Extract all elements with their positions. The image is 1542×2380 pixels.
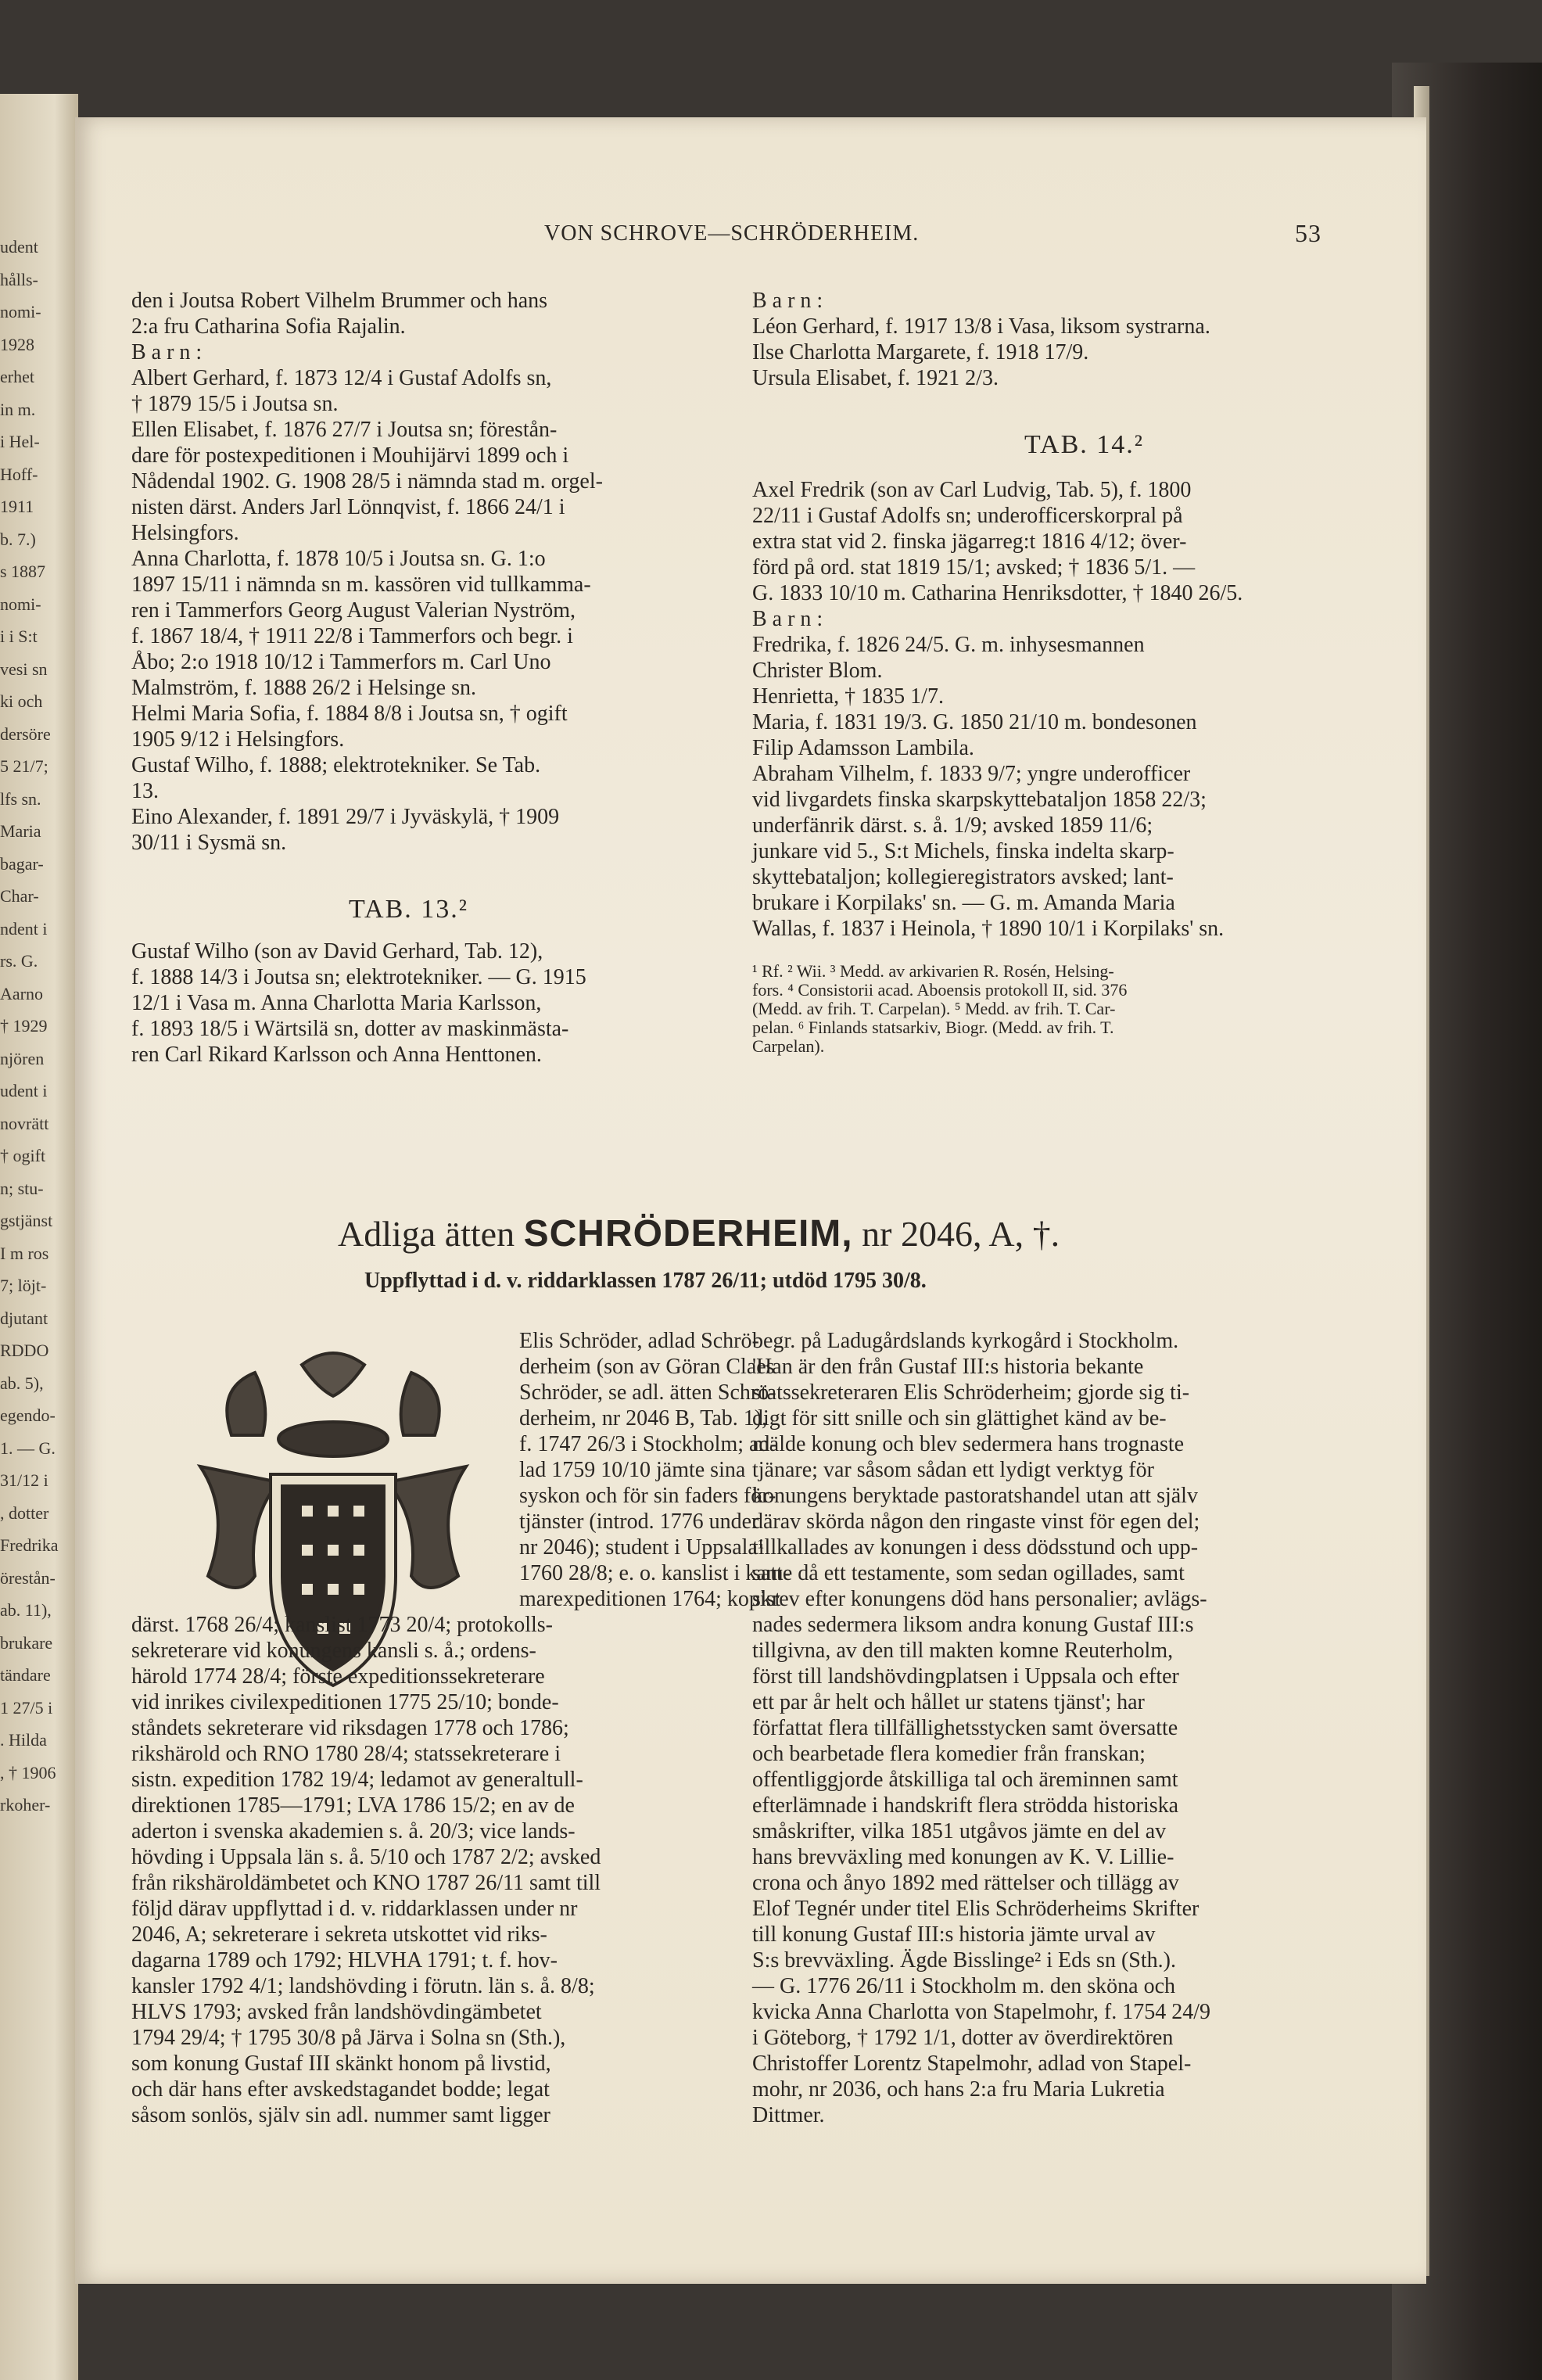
facing-page-fragment: 7; löjt-: [0, 1276, 47, 1295]
text-line: Schröder, se adl. ätten Schrö-: [519, 1380, 776, 1405]
text-line: junkare vid 5., S:t Michels, finska indelta skarp-: [752, 839, 1174, 863]
text-line: ståndets sekreterare vid riksdagen 1778 och 1786;: [131, 1716, 569, 1740]
facing-page-fragment: udent i: [0, 1081, 48, 1100]
text-line: begr. på Ladugårdslands kyrkogård i Stockholm.: [752, 1329, 1179, 1353]
facing-page-fragment: ab. 5),: [0, 1373, 44, 1393]
text-line: underfänrik därst. s. å. 1/9; avsked 1859 11/6;: [752, 813, 1153, 838]
text-line: Christoffer Lorentz Stapelmohr, adlad von Stapel-: [752, 2052, 1192, 2076]
text-line: Wallas, f. 1837 i Heinola, † 1890 10/1 i Korpilaks' sn.: [752, 917, 1225, 941]
text-line: 2046, A; sekreterare i sekreta utskottet vid riks-: [131, 1922, 547, 1947]
text-line: sekreterare vid konungens kansli s. å.; ordens-: [131, 1639, 536, 1663]
text-line: B a r n :: [752, 289, 823, 313]
text-line: Axel Fredrik (son av Carl Ludvig, Tab. 5), f. 1800: [752, 478, 1192, 502]
facing-page-fragment: † 1929: [0, 1016, 48, 1036]
text-line: Åbo; 2:o 1918 10/12 i Tammerfors m. Carl Uno: [131, 650, 551, 674]
text-line: tillgivna, av den till makten komne Reuterholm,: [752, 1639, 1174, 1663]
facing-page-fragment: rkoher-: [0, 1795, 51, 1815]
text-line: vid inrikes civilexpeditionen 1775 25/10; bonde-: [131, 1690, 559, 1714]
facing-page-fragment: djutant: [0, 1308, 48, 1328]
text-line: hans brevväxling med konungen av K. V. Lillie-: [752, 1845, 1174, 1869]
text-line: följd därav uppflyttad i d. v. riddarklassen under nr: [131, 1897, 578, 1921]
text-line: och bearbetade flera komedier från franskan;: [752, 1742, 1146, 1766]
family-title: [338, 1212, 1060, 1255]
footnote-line: ¹ Rf. ² Wii. ³ Medd. av arkivarien R. Rosén, Helsing-: [752, 961, 1114, 981]
text-line: B a r n :: [131, 340, 203, 364]
text-line: direktionen 1785—1791; LVA 1786 15/2; en av de: [131, 1793, 575, 1818]
facing-page-fragment: tändare: [0, 1665, 51, 1685]
text-line: † 1879 15/5 i Joutsa sn.: [131, 392, 339, 416]
text-line: nades sedermera liksom andra konung Gustaf III:s: [752, 1613, 1194, 1637]
facing-page-fragment: 31/12 i: [0, 1470, 48, 1490]
facing-page-fragment: in m.: [0, 399, 36, 419]
facing-page-fragment: Maria: [0, 821, 41, 841]
text-line: f. 1893 18/5 i Wärtsilä sn, dotter av maskinmästa-: [131, 1017, 569, 1041]
text-line: Helmi Maria Sofia, f. 1884 8/8 i Joutsa sn, † ogift: [131, 702, 568, 726]
text-line: konungens beryktade pastoratshandel utan att själv: [752, 1484, 1198, 1508]
text-line: ett par år helt och hållet ur statens tjänst'; har: [752, 1690, 1145, 1714]
text-line: härold 1774 28/4; förste expeditionssekreterare: [131, 1664, 545, 1689]
text-line: 12/1 i Vasa m. Anna Charlotta Maria Karlsson,: [131, 991, 542, 1015]
text-line: mälde konung och blev sedermera hans trognaste: [752, 1432, 1185, 1456]
text-line: B a r n :: [752, 607, 823, 631]
page-number: 53: [1295, 219, 1321, 247]
facing-page-fragment: s 1887: [0, 562, 46, 581]
text-line: Henrietta, † 1835 1/7.: [752, 684, 944, 709]
facing-page-fragment: ki och: [0, 691, 43, 711]
text-line: f. 1888 14/3 i Joutsa sn; elektrotekniker. — G. 1915: [131, 965, 586, 989]
family-subtitle: Uppflyttad i d. v. riddarklassen 1787 26/11; utdöd 1795 30/8.: [364, 1269, 927, 1293]
facing-page-fragment: hålls-: [0, 269, 38, 289]
facing-page-fragment: vesi sn: [0, 659, 48, 679]
footnotes: [752, 962, 1400, 1056]
text-line: Malmström, f. 1888 26/2 i Helsinge sn.: [131, 676, 476, 700]
text-line: Helsingfors.: [131, 521, 239, 545]
text-line: 1897 15/11 i nämnda sn m. kassören vid tullkamma-: [131, 573, 591, 597]
text-line: Léon Gerhard, f. 1917 13/8 i Vasa, liksom systrarna.: [752, 314, 1210, 339]
facing-page-fragment: . Hilda: [0, 1730, 47, 1750]
text-line: därav skörda någon den ringaste vinst för egen del;: [752, 1509, 1200, 1534]
text-line: Ilse Charlotta Margarete, f. 1918 17/9.: [752, 340, 1089, 364]
facing-page-fragment: n; stu-: [0, 1178, 44, 1198]
text-line: och där hans efter avskedstagandet bodde; legat: [131, 2077, 550, 2102]
text-line: tjänare; var såsom sådan ett lydigt verktyg för: [752, 1458, 1154, 1482]
footnote-line: pelan. ⁶ Finlands statsarkiv, Biogr. (Medd. av frih. T.: [752, 1018, 1114, 1037]
book-page: [75, 117, 1426, 2284]
footnote-line: Carpelan).: [752, 1036, 825, 1056]
text-line: S:s brevväxling. Ägde Bisslinge² i Eds sn (Sth.).: [752, 1948, 1176, 1973]
facing-page-fragment: Fredrika: [0, 1535, 59, 1555]
family-title-name: SCHRÖDERHEIM,: [523, 1213, 853, 1255]
facing-page-fragment: RDDO: [0, 1341, 49, 1360]
tab13-text: [131, 939, 707, 1068]
facing-page-fragment: 5 21/7;: [0, 756, 48, 776]
text-line: dagarna 1789 och 1792; HLVHA 1791; t. f. hov-: [131, 1948, 558, 1973]
text-line: 1905 9/12 i Helsingfors.: [131, 727, 345, 752]
facing-page-edge: [0, 94, 78, 2380]
elis-intro-wide: [131, 1612, 707, 2128]
text-line: Dittmer.: [752, 2103, 825, 2127]
text-line: Gustaf Wilho (son av David Gerhard, Tab. 12),: [131, 939, 543, 964]
facing-page-fragment: † ogift: [0, 1146, 46, 1165]
facing-page-fragment: 1 27/5 i: [0, 1697, 53, 1718]
text-line: mohr, nr 2036, och hans 2:a fru Maria Lukretia: [752, 2077, 1165, 2102]
facing-page-fragment: , † 1906: [0, 1762, 56, 1782]
text-line: författat flera tillfällighetsstycken samt översatte: [752, 1716, 1178, 1740]
text-line: sistn. expedition 1782 19/4; ledamot av generaltull-: [131, 1768, 583, 1792]
family-title-prefix: Adliga ätten: [338, 1214, 515, 1254]
family-title-suffix: nr 2046, A, †.: [862, 1214, 1060, 1254]
text-line: lad 1759 10/10 jämte sina: [519, 1458, 746, 1482]
text-line: aderton i svenska akademien s. å. 20/3; vice lands-: [131, 1819, 576, 1843]
text-line: digt för sitt snille och sin glättighet känd av be-: [752, 1406, 1167, 1431]
text-line: vid livgardets finska skarpskyttebataljon 1858 22/3;: [752, 788, 1207, 812]
facing-page-fragment: , dotter: [0, 1502, 49, 1523]
text-line: tillkallades av konungen i dess dödsstund och upp-: [752, 1535, 1199, 1560]
text-line: HLVS 1793; avsked från landshövdingämbetet: [131, 2000, 542, 2024]
text-line: förd på ord. stat 1819 15/1; avsked; † 1836 5/1. —: [752, 555, 1196, 580]
facing-page-fragment: ndent i: [0, 918, 48, 939]
text-line: 30/11 i Sysmä sn.: [131, 831, 287, 855]
facing-page-fragment: 1911: [0, 497, 34, 516]
text-line: derheim (son av Göran Claes: [519, 1355, 775, 1379]
text-line: 1794 29/4; † 1795 30/8 på Järva i Solna sn (Sth.),: [131, 2026, 566, 2050]
text-line: 2:a fru Catharina Sofia Rajalin.: [131, 314, 406, 339]
tab13-heading: TAB. 13.²: [349, 895, 468, 924]
facing-page-fragment: 1. — G.: [0, 1438, 56, 1458]
text-line: 1760 28/8; e. o. kanslist i kam-: [519, 1561, 791, 1585]
text-line: Eino Alexander, f. 1891 29/7 i Jyväskylä, † 1909: [131, 805, 560, 829]
facing-page-fragment: ab. 11),: [0, 1600, 52, 1620]
facing-page-fragment: egendo-: [0, 1405, 56, 1425]
column-right-bottom: [752, 1328, 1400, 2128]
text-line: ren Carl Rikard Karlsson och Anna Henttonen.: [131, 1043, 542, 1067]
facing-page-fragment: I m ros: [0, 1243, 49, 1263]
text-line: G. 1833 10/10 m. Catharina Henriksdotter, † 1840 26/5.: [752, 581, 1243, 605]
facing-page-fragment: erhet: [0, 367, 34, 386]
footnote-line: fors. ⁴ Consistorii acad. Aboensis protokoll II, sid. 376: [752, 980, 1128, 1000]
text-line: nisten därst. Anders Jarl Lönnqvist, f. 1866 24/1 i: [131, 495, 565, 519]
facing-page-fragment: i i S:t: [0, 626, 38, 646]
text-line: Filip Adamsson Lambila.: [752, 736, 974, 760]
text-line: offentliggjorde åtskilliga tal och äreminnen samt: [752, 1768, 1178, 1792]
text-line: Abraham Vilhelm, f. 1833 9/7; yngre underofficer: [752, 762, 1191, 786]
text-line: ren i Tammerfors Georg August Valerian Nyström,: [131, 598, 576, 623]
text-line: rikshärold och RNO 1780 28/4; statssekreterare i: [131, 1742, 561, 1766]
text-line: skrev efter konungens död hans personalier; avlägs-: [752, 1587, 1207, 1611]
text-line: småskrifter, vilka 1851 utgåvos jämte en del av: [752, 1819, 1167, 1843]
text-line: derheim, nr 2046 B, Tab. 1),: [519, 1406, 768, 1431]
text-line: Christer Blom.: [752, 659, 883, 683]
text-line: som konung Gustaf III skänkt honom på livstid,: [131, 2052, 551, 2076]
text-line: Maria, f. 1831 19/3. G. 1850 21/10 m. bondesonen: [752, 710, 1197, 734]
facing-page-fragment: örestån-: [0, 1567, 56, 1588]
text-line: kvicka Anna Charlotta von Stapelmohr, f. 1754 24/9: [752, 2000, 1211, 2024]
facing-page-fragment: 1928: [0, 334, 34, 354]
text-line: kansler 1792 4/1; landshövding i förutn. län s. å. 8/8;: [131, 1974, 595, 1998]
facing-page-fragment: lfs sn.: [0, 788, 41, 809]
running-head: VON SCHROVE—SCHRÖDERHEIM.: [544, 221, 920, 246]
text-line: 22/11 i Gustaf Adolfs sn; underofficerskorpral på: [752, 504, 1183, 528]
text-line: därst. 1768 26/4; kanslist 1773 20/4; protokolls-: [131, 1613, 553, 1637]
text-line: f. 1747 26/3 i Stockholm; ad-: [519, 1432, 777, 1456]
text-line: crona och ånyo 1892 med rättelser och tillägg av: [752, 1871, 1179, 1895]
text-line: Elis Schröder, adlad Schrö-: [519, 1329, 759, 1353]
text-line: Albert Gerhard, f. 1873 12/4 i Gustaf Adolfs sn,: [131, 366, 552, 390]
text-line: i Göteborg, † 1792 1/1, dotter av överdirektören: [752, 2026, 1174, 2050]
column-left-top: [131, 288, 707, 856]
text-line: såsom sonlös, själv sin adl. nummer samt ligger: [131, 2103, 550, 2127]
text-line: till konung Gustaf III:s historia jämte urval av: [752, 1922, 1156, 1947]
text-line: brukare i Korpilaks' sn. — G. m. Amanda Maria: [752, 891, 1175, 915]
text-line: skyttebataljon; kollegieregistrators avsked; lant-: [752, 865, 1174, 889]
facing-page-fragment: gstjänst: [0, 1211, 53, 1230]
facing-page-fragment: dersöre: [0, 723, 51, 744]
text-line: marexpeditionen 1764; kopist: [519, 1587, 781, 1611]
facing-page-fragment: bagar-: [0, 853, 44, 874]
facing-page-fragment: nomi-: [0, 302, 41, 321]
text-line: den i Joutsa Robert Vilhelm Brummer och hans: [131, 289, 548, 313]
text-line: satte då ett testamente, som sedan ogillades, samt: [752, 1561, 1185, 1585]
text-line: Fredrika, f. 1826 24/5. G. m. inhysesmannen: [752, 633, 1145, 657]
text-line: Ursula Elisabet, f. 1921 2/3.: [752, 366, 999, 390]
text-line: Gustaf Wilho, f. 1888; elektrotekniker. Se Tab.: [131, 753, 541, 777]
facing-page-fragment: rs. G.: [0, 951, 38, 971]
tab14-text: [752, 477, 1400, 942]
text-line: f. 1867 18/4, † 1911 22/8 i Tammerfors och begr. i: [131, 624, 573, 648]
text-line: Anna Charlotta, f. 1878 10/5 i Joutsa sn. G. 1:o: [131, 547, 546, 571]
text-line: Nådendal 1902. G. 1908 28/5 i nämnda stad m. orgel-: [131, 469, 603, 494]
text-line: extra stat vid 2. finska jägarreg:t 1816 4/12; över-: [752, 529, 1187, 554]
facing-page-fragment: brukare: [0, 1632, 53, 1653]
facing-page-fragment: Aarno: [0, 983, 43, 1003]
footnote-line: (Medd. av frih. T. Carpelan). ⁵ Medd. av frih. T. Car-: [752, 999, 1116, 1018]
facing-page-fragment: nomi-: [0, 594, 41, 614]
text-line: hövding i Uppsala län s. å. 5/10 och 1787 2/2; avsked: [131, 1845, 601, 1869]
facing-page-fragment: Hoff-: [0, 464, 38, 484]
text-line: efterlämnade i handskrift flera strödda historiska: [752, 1793, 1179, 1818]
facing-page-fragment: udent: [0, 237, 38, 257]
facing-page-fragment: Char-: [0, 886, 39, 906]
text-line: Elof Tegnér under titel Elis Schröderheims Skrifter: [752, 1897, 1200, 1921]
facing-page-fragment: i Hel-: [0, 432, 40, 451]
column-right-top: [752, 288, 1400, 391]
text-line: 13.: [131, 779, 159, 803]
facing-page-fragment: b. 7.): [0, 529, 36, 549]
tab14-heading: TAB. 14.²: [1024, 430, 1144, 459]
text-line: — G. 1776 26/11 i Stockholm m. den sköna och: [752, 1974, 1176, 1998]
text-line: tjänster (introd. 1776 under: [519, 1509, 759, 1534]
text-line: från rikshäroldämbetet och KNO 1787 26/11 samt till: [131, 1871, 601, 1895]
text-line: statssekreteraren Elis Schröderheim; gjorde sig ti-: [752, 1380, 1190, 1405]
text-line: först till landshövdingplatsen i Uppsala och efter: [752, 1664, 1179, 1689]
text-line: 'Han är den från Gustaf III:s historia bekante: [752, 1355, 1144, 1379]
text-line: syskon och för sin faders för-: [519, 1484, 776, 1508]
text-line: dare för postexpeditionen i Mouhijärvi 1899 och i: [131, 443, 569, 468]
text-line: Ellen Elisabet, f. 1876 27/7 i Joutsa sn; förestån-: [131, 418, 558, 442]
facing-page-fragment: njören: [0, 1048, 45, 1068]
facing-page-fragment: novrätt: [0, 1113, 49, 1133]
text-line: nr 2046); student i Uppsala¹: [519, 1535, 765, 1560]
